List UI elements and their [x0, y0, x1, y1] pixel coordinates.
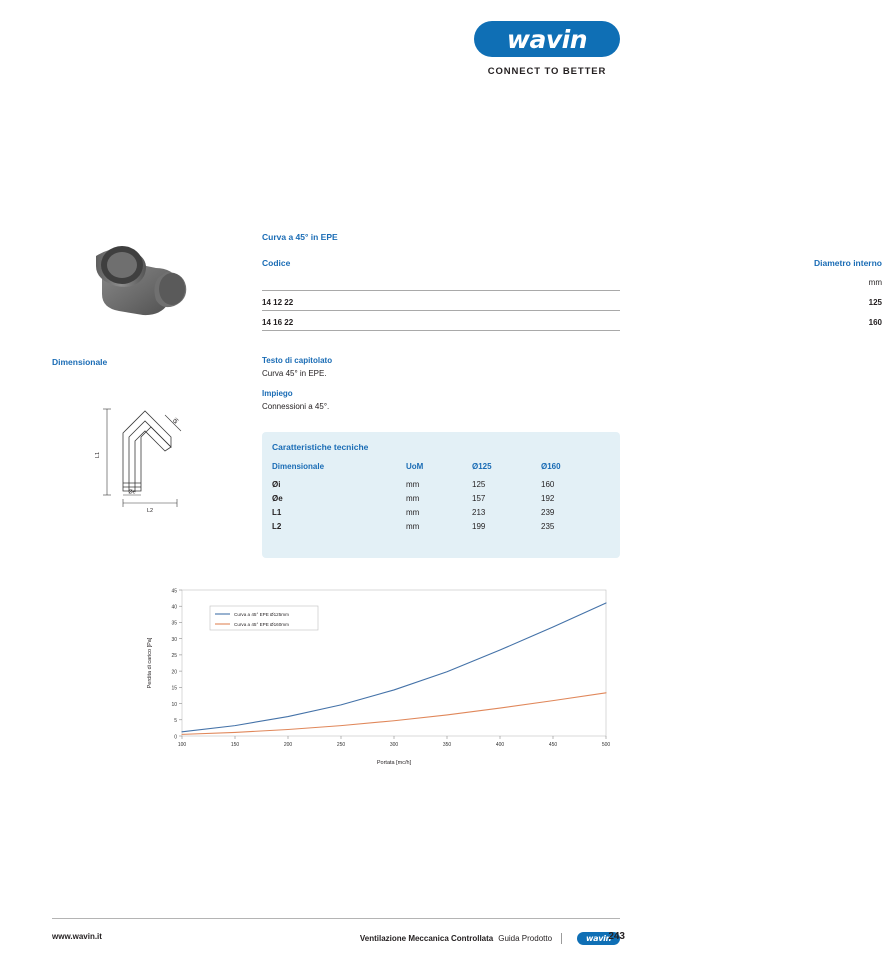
pressure-drop-chart	[140, 580, 620, 770]
y-tick-label: 15	[171, 685, 177, 692]
tech-row-d125: 199	[472, 522, 486, 531]
tech-row-uom: mm	[406, 508, 420, 517]
x-tick-label: 500	[601, 742, 611, 748]
footer-wavin-logo: wavin	[577, 932, 620, 945]
wavin-logo-text: wavin	[506, 24, 588, 54]
tech-row-label: L2	[272, 522, 282, 531]
tech-row-d160: 235	[541, 522, 555, 531]
footer-divider	[52, 918, 620, 919]
capitolato-heading: Testo di capitolato	[262, 356, 333, 365]
tech-row-label: Øi	[272, 480, 281, 489]
y-tick-label: 40	[171, 604, 177, 611]
x-tick-label: 350	[442, 742, 452, 748]
product-photo	[88, 232, 193, 324]
x-tick-label: 100	[177, 742, 187, 748]
table-row	[272, 522, 610, 536]
y-tick-label: 5	[174, 718, 177, 725]
table-rule-bottom	[262, 330, 620, 331]
page-number: 243	[608, 931, 625, 942]
table-rule-mid	[262, 310, 620, 311]
x-tick-label: 250	[336, 742, 346, 748]
unit-label-mm: mm	[868, 278, 882, 287]
chart-legend-label: Curva a 45° EPE Ø125mm	[234, 611, 289, 617]
y-axis-label: Perdita di carico [Pa]	[147, 637, 153, 689]
tech-row-d125: 213	[472, 508, 486, 517]
drawing-label-de: Øe	[128, 489, 136, 496]
y-tick-label: 0	[174, 734, 177, 741]
diameter-value: 125	[868, 298, 882, 307]
tech-row-d160: 160	[541, 480, 555, 489]
capitolato-block	[262, 355, 332, 379]
y-tick-label: 25	[171, 653, 177, 660]
y-tick-label: 30	[171, 636, 177, 643]
drawing-label-di: Øi	[172, 417, 181, 426]
brand-tagline: CONNECT TO BETTER	[487, 66, 607, 77]
y-tick-label: 10	[171, 701, 177, 708]
impiego-text: Connessioni a 45°.	[262, 401, 330, 411]
impiego-block	[262, 388, 329, 412]
tech-header-row	[272, 462, 610, 480]
tech-header-dimensionale: Dimensionale	[272, 462, 325, 471]
tech-row-d160: 192	[541, 494, 555, 503]
tech-header-d125: Ø125	[472, 462, 492, 471]
x-tick-label: 400	[495, 742, 505, 748]
footer-guide: Guida Prodotto	[498, 934, 553, 943]
diametro-column-header: Diametro interno	[813, 258, 882, 268]
table-rule-top	[262, 290, 620, 291]
dimensionale-label: Dimensionale	[52, 357, 108, 367]
impiego-heading: Impiego	[262, 389, 293, 398]
footer-section: Ventilazione Meccanica Controllata	[359, 934, 494, 943]
chart-legend-label: Curva a 45° EPE Ø160mm	[234, 621, 289, 627]
tech-row-uom: mm	[406, 494, 420, 503]
x-tick-label: 200	[283, 742, 293, 748]
tech-header-uom: UoM	[406, 462, 424, 471]
technical-drawing	[85, 395, 215, 515]
wavin-logo	[474, 21, 620, 57]
drawing-label-l1: L1	[95, 451, 101, 459]
tech-row-label: L1	[272, 508, 282, 517]
tech-row-d160: 239	[541, 508, 555, 517]
y-tick-label: 35	[171, 620, 177, 627]
tech-row-d125: 125	[472, 480, 486, 489]
x-tick-label: 300	[389, 742, 399, 748]
tech-header-d160: Ø160	[541, 462, 561, 471]
footer-meta	[360, 932, 620, 945]
x-tick-label: 450	[548, 742, 558, 748]
tech-spec-table	[272, 462, 610, 536]
y-tick-label: 45	[171, 588, 177, 595]
tech-row-d125: 157	[472, 494, 486, 503]
capitolato-text: Curva 45° in EPE.	[262, 368, 327, 378]
product-title: Curva a 45° in EPE	[262, 232, 338, 242]
table-row	[272, 480, 610, 494]
table-row	[272, 508, 610, 522]
tech-row-uom: mm	[406, 522, 420, 531]
tech-row-label: Øe	[272, 494, 283, 503]
tech-row-uom: mm	[406, 480, 420, 489]
code-value: 14 16 22	[262, 318, 294, 327]
footer-website[interactable]: www.wavin.it	[52, 932, 102, 941]
tech-spec-title: Caratteristiche tecniche	[272, 442, 369, 452]
y-tick-label: 20	[171, 669, 177, 676]
footer-separator	[561, 933, 562, 944]
table-row	[272, 494, 610, 508]
codice-column-header: Codice	[262, 258, 291, 268]
code-value: 14 12 22	[262, 298, 294, 307]
diameter-value: 160	[868, 318, 882, 327]
x-axis-label: Portata [mc/h]	[376, 760, 412, 766]
drawing-label-l2: L2	[146, 508, 154, 514]
x-tick-label: 150	[230, 742, 240, 748]
